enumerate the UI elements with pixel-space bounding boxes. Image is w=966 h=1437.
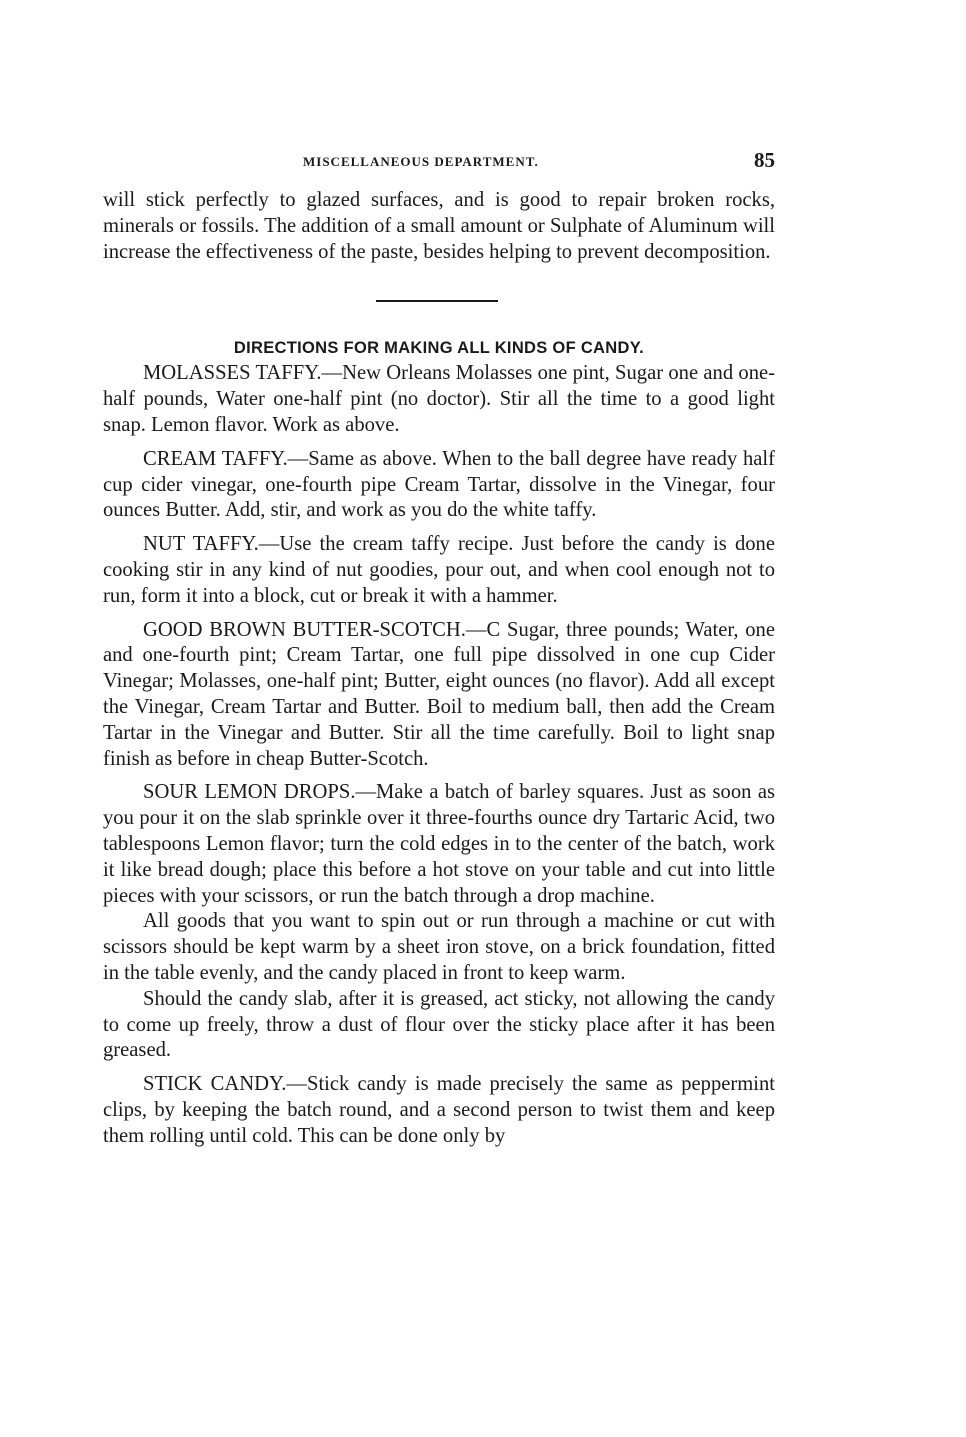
recipe-sour-lemon-drops: SOUR LEMON DROPS.—Make a batch of barley squares. Just as soon as you pour it on the slab sprinkle over it three-fourths ounce dry Tartaric Acid, two tablespoons Lemon flavor; turn the cold edges in to the center of the batch, work it like bread dough; place this before a hot stove on your table and cut into little pieces with your scissors, or run the batch through a drop machine. — [103, 781, 775, 907]
page-number: 85 — [754, 148, 775, 172]
recipe-stick-candy: STICK CANDY.—Stick candy is made precisely the same as peppermint clips, by keeping the batch round, and a second person to twist them and keep them rolling until cold. This can be done only by — [103, 1073, 775, 1147]
running-title: MISCELLANEOUS DEPARTMENT. — [303, 154, 539, 169]
section-heading: DIRECTIONS FOR MAKING ALL KINDS OF CANDY. — [233, 339, 645, 358]
recipe-molasses-taffy: MOLASSES TAFFY.—New Orleans Molasses one pint, Sugar one and one-half pounds, Water one-half pint (no doctor). Stir all the time to a good light snap. Lemon flavor. Work as above. — [103, 362, 775, 436]
paragraph-keep-warm: All goods that you want to spin out or run through a machine or cut with scissors should be kept warm by a sheet iron stove, on a brick foundation, fitted in the table evenly, and the candy placed in front to keep warm. — [103, 910, 775, 984]
continued-paragraph: will stick perfectly to glazed surfaces, and is good to repair broken rocks, minerals or fossils. The addition of a small amount or Sulphate of Aluminum will increase the effectiveness of the paste, besides helping to prevent decomposition. — [103, 189, 775, 263]
section-divider — [376, 300, 498, 302]
running-head — [103, 146, 775, 176]
recipe-cream-taffy: CREAM TAFFY.—Same as above. When to the ball degree have ready half cup cider vinegar, one-fourth pipe Cream Tartar, dissolve in the Vinegar, four ounces Butter. Add, stir, and work as you do the white taffy. — [103, 447, 775, 522]
book-page — [103, 146, 775, 1150]
recipe-nut-taffy: NUT TAFFY.—Use the cream taffy recipe. Just before the candy is done cooking stir in any kind of nut goodies, pour out, and when cool enough not to run, form it into a block, cut or break it with a hammer. — [103, 533, 775, 607]
paragraph-sticky-slab: Should the candy slab, after it is greased, act sticky, not allowing the candy to come up freely, throw a dust of flour over the sticky place after it has been greased. — [103, 987, 775, 1062]
recipe-brown-butter-scotch: GOOD BROWN BUTTER-SCOTCH.—C Sugar, three pounds; Water, one and one-fourth pint; Cream Tartar, one full pipe dissolved in one cup Cider Vinegar; Molasses, one-half pint; Butter, eight ounces (no flavor). Add all except the Vinegar, Cream Tartar and Butter. Boil to medium ball, then add the Cream Tartar in the Vinegar and Butter. Stir all the time carefully. Boil to light snap finish as before in cheap Butter-Scotch. — [103, 618, 775, 770]
